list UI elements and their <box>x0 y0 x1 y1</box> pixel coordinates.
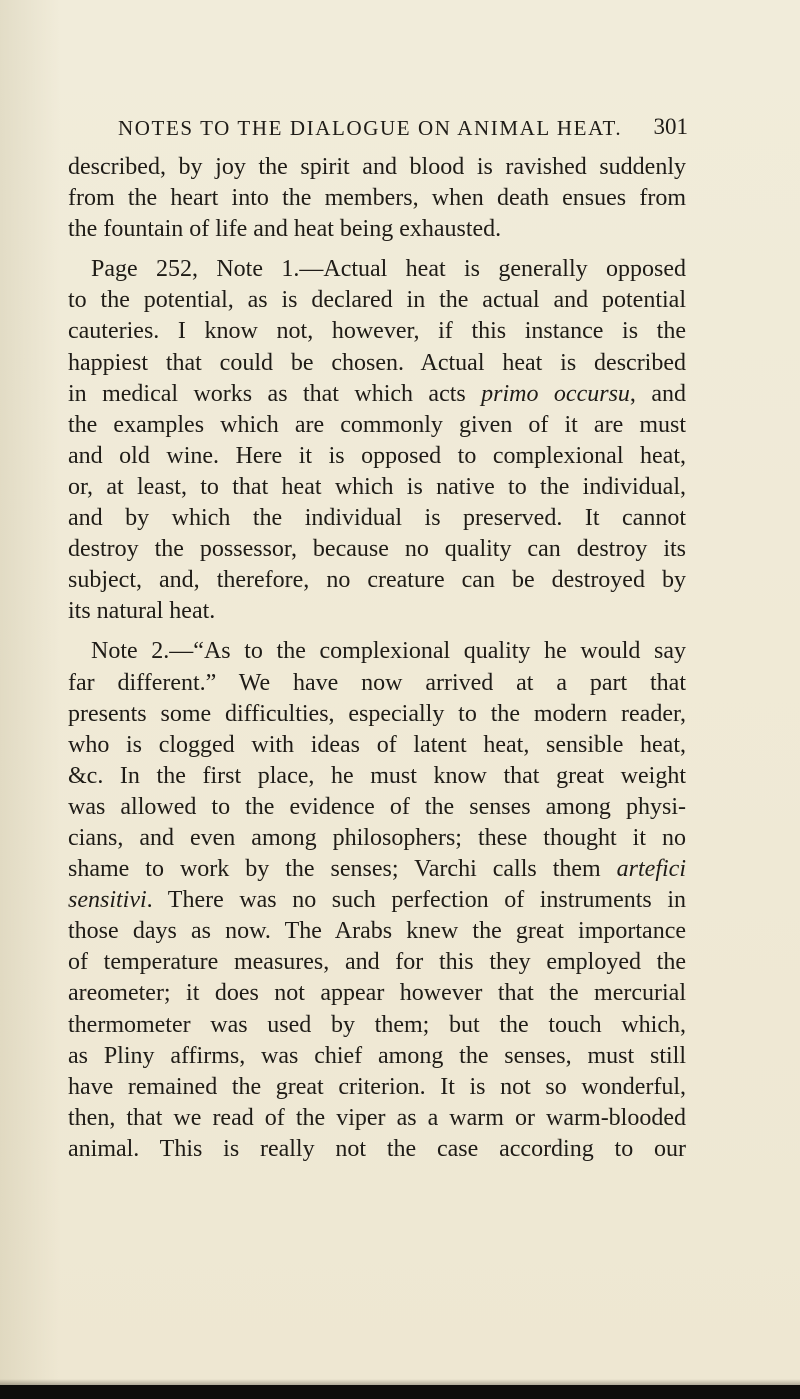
text-line: areometer; it does not appear however that the mercurial <box>68 980 686 1007</box>
text-segment: shame to work by the senses; Varchi calls them <box>68 856 617 883</box>
page-bottom-edge <box>0 1385 800 1399</box>
text-line: far different.” We have now arrived at a part that <box>68 669 686 696</box>
text-line: as Pliny affirms, was chief among the senses, must still <box>68 1042 686 1069</box>
text-line: its natural heat. <box>68 598 216 625</box>
text-line: or, at least, to that heat which is native to the individual, <box>68 473 686 500</box>
text-line: of temperature measures, and for this they employed the <box>68 949 686 976</box>
text-line: Note 2.—“As to the complexional quality he would say <box>91 638 686 665</box>
text-line: thermometer was used by them; but the touch which, <box>68 1011 686 1038</box>
text-line: presents some difficulties, especially to the modern reader, <box>68 700 686 727</box>
text-line <box>68 885 686 916</box>
running-head-title: NOTES TO THE DIALOGUE ON ANIMAL HEAT. <box>118 116 623 140</box>
text-segment: , and <box>629 380 686 407</box>
text-line: those days as now. The Arabs knew the great importance <box>68 918 686 945</box>
text-line: the fountain of life and heat being exhausted. <box>68 216 502 243</box>
text-segment: . There was no such perfection of instruments in <box>146 887 686 914</box>
text-line: cauteries. I know not, however, if this instance is the <box>68 318 686 345</box>
text-line: have remained the great criterion. It is not so wonderful, <box>68 1073 686 1100</box>
italic-phrase: primo occursu <box>481 380 630 407</box>
text-line: who is clogged with ideas of latent heat, sensible heat, <box>68 731 686 758</box>
paragraph-3 <box>68 636 686 1165</box>
text-line: was allowed to the evidence of the senses among physi- <box>68 793 686 820</box>
text-segment: in medical works as that which acts <box>68 380 482 407</box>
text-line: and old wine. Here it is opposed to complexional heat, <box>68 442 686 469</box>
page-number: 301 <box>653 114 688 139</box>
text-line: to the potential, as is declared in the actual and potential <box>68 287 686 314</box>
italic-phrase: sensitivi <box>68 887 147 914</box>
text-line <box>68 379 686 410</box>
text-line: from the heart into the members, when death ensues from <box>68 185 686 212</box>
paragraph-2 <box>68 254 686 627</box>
paragraph-1 <box>68 152 686 245</box>
body-text <box>68 152 686 1165</box>
italic-phrase: artefici <box>616 856 686 883</box>
text-line: destroy the possessor, because no quality can destroy its <box>68 536 686 563</box>
text-line <box>68 854 686 885</box>
text-line: the examples which are commonly given of it are must <box>68 411 686 438</box>
running-head <box>118 116 688 141</box>
text-line: subject, and, therefore, no creature can be destroyed by <box>68 567 686 594</box>
text-line: Page 252, Note 1.—Actual heat is generally opposed <box>91 256 686 283</box>
text-line: then, that we read of the viper as a warm or warm-blooded <box>68 1104 686 1131</box>
text-line: &c. In the first place, he must know that great weight <box>68 762 686 789</box>
text-line: happiest that could be chosen. Actual heat is described <box>68 349 686 376</box>
text-line: cians, and even among philosophers; these thought it no <box>68 824 686 851</box>
text-line: and by which the individual is preserved. It cannot <box>68 505 686 532</box>
text-line: described, by joy the spirit and blood is ravished suddenly <box>68 154 686 180</box>
text-line: animal. This is really not the case according to our <box>68 1135 686 1162</box>
